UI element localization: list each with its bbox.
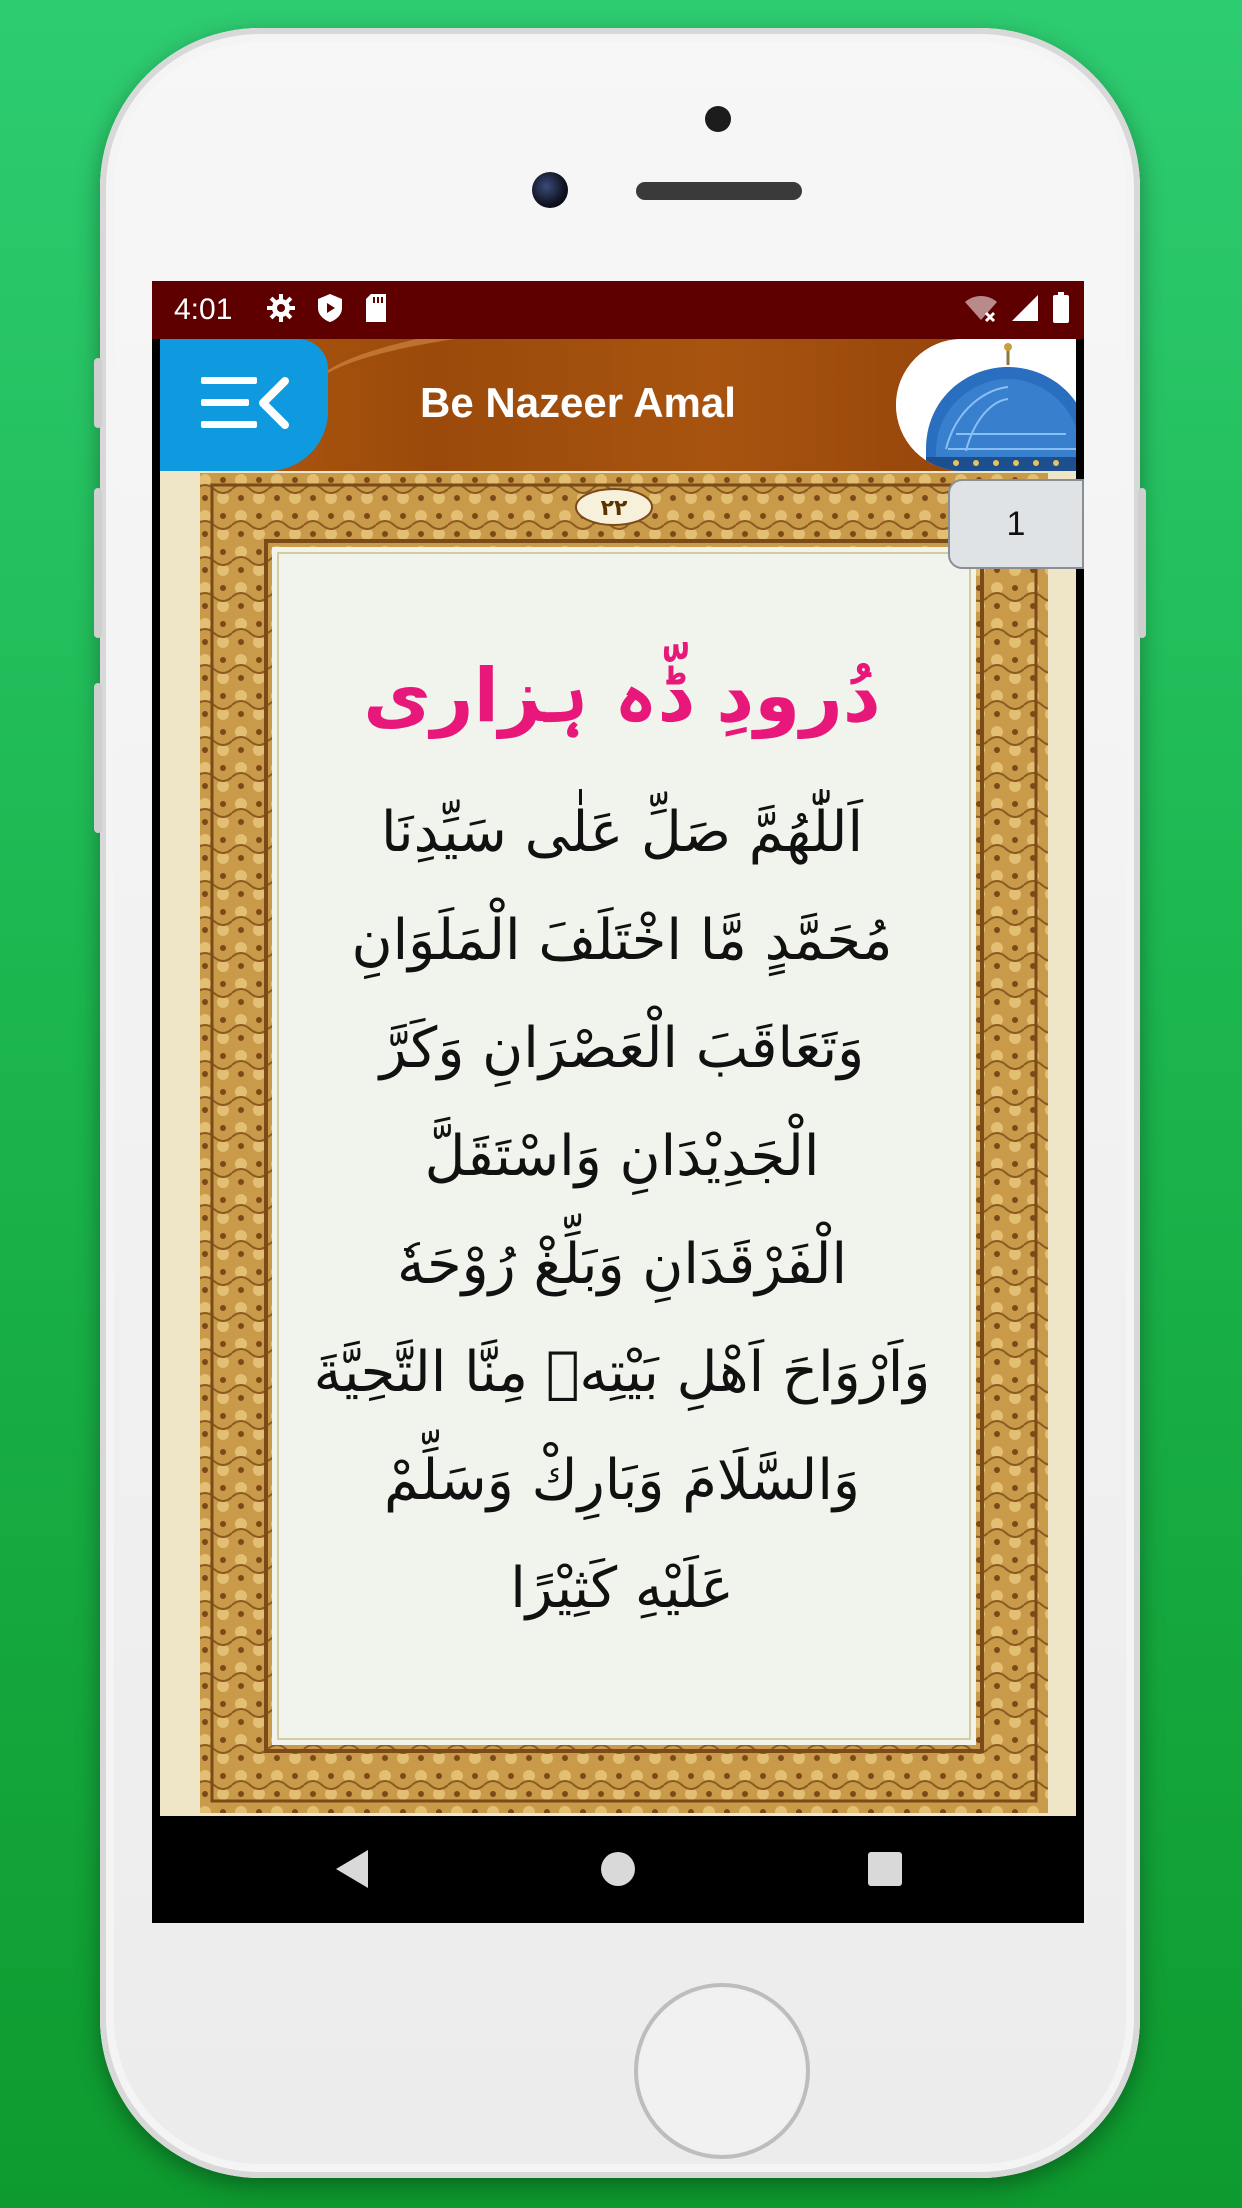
prayer-line-6: وَاَرْوَاحَ اَهْلِ بَيْتِهٖ مِنَّا التَّحِيَّةَ [313,1340,931,1405]
prayer-line-7: وَالسَّلَامَ وَبَارِكْ وَسَلِّمْ [384,1448,860,1513]
screen [152,281,1084,1923]
sd-card-icon [364,293,388,328]
menu-back-icon [199,373,289,438]
prayer-line-8: عَلَيْهِ كَثِيْرًا [510,1556,734,1621]
status-icons-right [964,292,1070,329]
page-indicator-value: 1 [1006,504,1026,543]
prayer-title: دُرودِ ڈّہ ہزاری [363,653,881,739]
prayer-line-4: الْجَدِيْدَانِ وَاسْتَقَلَّ [424,1124,820,1189]
back-triangle-icon[interactable] [330,1846,376,1897]
signal-icon [1010,293,1040,328]
prayer-line-1: اَللّٰھُمَّ صَلِّ عَلٰی سَیِّدِنَا [380,800,864,865]
system-nav-bar [152,1816,1084,1923]
page-indicator[interactable] [948,479,1084,569]
status-time: 4:01 [174,293,233,326]
sensor-dot [705,106,731,132]
wifi-off-icon [964,293,998,328]
gear-icon [266,293,296,328]
home-circle-icon[interactable] [595,1846,641,1897]
recents-square-icon[interactable] [862,1846,908,1897]
scanned-page-image [160,471,1076,1816]
side-button [94,358,102,428]
battery-icon [1052,292,1070,329]
status-bar [152,281,1084,339]
volume-down-button [94,683,102,833]
prayer-line-5: الْفَرْقَدَانِ وَبَلِّغْ رُوْحَهٗ [397,1232,847,1297]
mosque-dome-image [896,339,1076,471]
prayer-line-2: مُحَمَّدٍ مَّا اخْتَلَفَ الْمَلَوَانِ [351,908,893,973]
front-camera [532,172,568,208]
scanned-page-view[interactable] [160,471,1076,1816]
volume-up-button [94,488,102,638]
prayer-line-3: وَتَعَاقَبَ الْعَصْرَانِ وَكَرَّ [379,1016,865,1081]
shield-icon [316,293,344,328]
earpiece-speaker [636,182,802,200]
home-button[interactable] [634,1983,810,2159]
page-number-label: ۲۲ [600,496,628,521]
app-title: Be Nazeer Amal [420,379,736,426]
status-icons-left [266,293,388,328]
app-bar [160,339,1076,471]
power-button [1138,488,1146,638]
menu-button[interactable] [160,339,328,471]
